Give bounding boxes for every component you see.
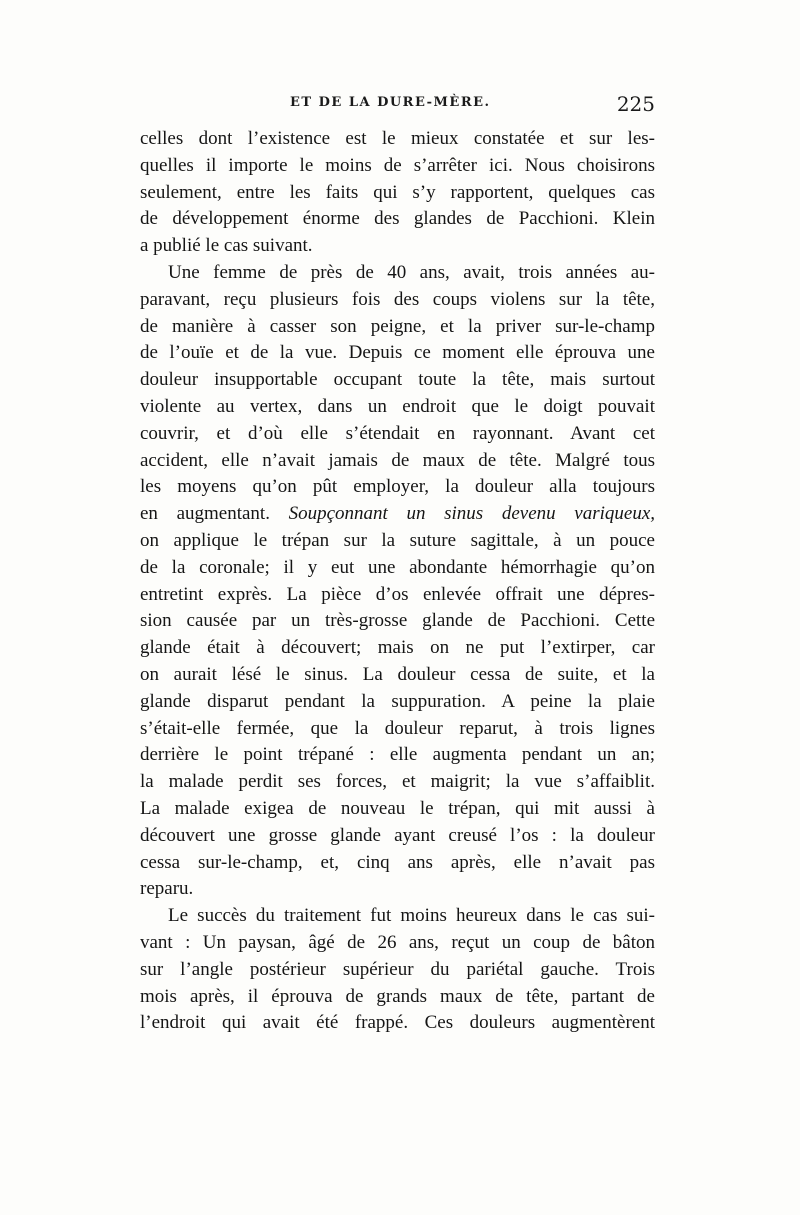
text-line: Une femme de près de 40 ans, avait, trois années au- xyxy=(168,261,655,283)
text-line: de développement énorme des glandes de Pacchioni. Klein xyxy=(140,208,655,230)
text-line: cessa sur-le-champ, et, cinq ans après, elle n’avait pas xyxy=(140,851,655,873)
text-line: entretint exprès. La pièce d’os enlevée offrait une dépres- xyxy=(140,583,655,605)
page-header xyxy=(140,92,655,119)
text-line: La malade exigea de nouveau le trépan, qui mit aussi à xyxy=(140,797,655,819)
text-line: douleur insupportable occupant toute la tête, mais surtout xyxy=(140,369,655,391)
text-line: quelles il importe le moins de s’arrêter ici. Nous choisirons xyxy=(140,154,655,176)
text-line: sion causée par un très-grosse glande de Pacchioni. Cette xyxy=(140,610,655,632)
text-line: on aurait lésé le sinus. La douleur cessa de suite, et la xyxy=(140,663,655,685)
text-line: Le succès du traitement fut moins heureux dans le cas sui- xyxy=(168,905,655,927)
text-line: de la coronale; il y eut une abondante hémorrhagie qu’on xyxy=(140,556,655,578)
text-line: l’endroit qui avait été frappé. Ces douleurs augmentèrent xyxy=(140,1012,655,1034)
text-line: couvrir, et d’où elle s’étendait en rayonnant. Avant cet xyxy=(140,422,655,444)
text-line: vant : Un paysan, âgé de 26 ans, reçut un coup de bâton xyxy=(140,931,655,953)
italic-segment: Soupçonnant un sinus devenu variqueux, xyxy=(288,503,655,525)
text-line: reparu. xyxy=(140,878,194,900)
text-line: la malade perdit ses forces, et maigrit; la vue s’affaiblit. xyxy=(140,771,655,793)
text-line: seulement, entre les faits qui s’y rapportent, quelques cas xyxy=(140,181,655,203)
text-line: glande était à découvert; mais on ne put l’extirper, car xyxy=(140,637,655,659)
text-line: les moyens qu’on pût employer, la douleur alla toujours xyxy=(140,476,655,498)
text-line-mixed xyxy=(140,501,655,528)
page-number: 225 xyxy=(616,92,655,116)
text-line: violente au vertex, dans un endroit que le doigt pouvait xyxy=(140,395,655,417)
text-segment: en augmentant. xyxy=(140,503,270,525)
text-line: paravant, reçu plusieurs fois des coups violens sur la tête, xyxy=(140,288,655,310)
text-line: s’était-elle fermée, que la douleur reparut, à trois lignes xyxy=(140,717,655,739)
running-title: ET DE LA DURE-MÈRE. xyxy=(290,95,491,110)
text-line: glande disparut pendant la suppuration. A peine la plaie xyxy=(140,690,655,712)
text-line: a publié le cas suivant. xyxy=(140,235,313,257)
text-line: derrière le point trépané : elle augmenta pendant un an; xyxy=(140,744,655,766)
text-line: de manière à casser son peigne, et la priver sur-le-champ xyxy=(140,315,655,337)
text-line: mois après, il éprouva de grands maux de tête, partant de xyxy=(140,985,655,1007)
body-text xyxy=(140,126,655,1037)
text-line: sur l’angle postérieur supérieur du pariétal gauche. Trois xyxy=(140,958,655,980)
text-line: de l’ouïe et de la vue. Depuis ce moment elle éprouva une xyxy=(140,342,655,364)
text-line: on applique le trépan sur la suture sagittale, à un pouce xyxy=(140,529,655,551)
text-line: celles dont l’existence est le mieux constatée et sur les- xyxy=(140,128,655,149)
text-line: découvert une grosse glande ayant creusé l’os : la douleur xyxy=(140,824,655,846)
text-line: accident, elle n’avait jamais de maux de tête. Malgré tous xyxy=(140,449,655,471)
